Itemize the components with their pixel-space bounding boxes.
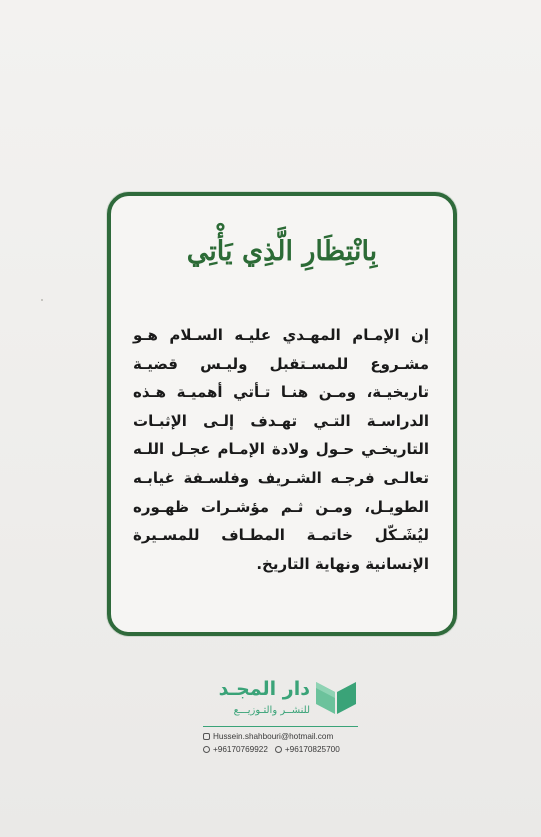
publisher-tagline: للنشــر والتـوزيـــع	[233, 705, 310, 716]
blurb-text	[133, 321, 429, 578]
blurb-line: الإنسانية ونهاية التاريخ.	[256, 554, 429, 573]
book-title: بِانْتِظَارِ الَّذِي يَأْتِي	[186, 236, 378, 267]
blurb-line: مشـروع للمسـتقبل وليـس قضيـة	[133, 354, 429, 373]
blurb-frame	[107, 192, 457, 636]
phone-icon	[203, 746, 210, 753]
publisher-name: دار المجـد	[218, 678, 310, 700]
blurb-line: ليُشَـكّل خاتمـة المطـاف للمسـيرة	[133, 526, 429, 545]
open-book-logo-icon	[314, 678, 358, 716]
phone-icon	[275, 746, 282, 753]
phone-2: +96170825700	[284, 745, 340, 754]
mail-icon	[203, 733, 210, 740]
phone-1: +96170769922	[213, 745, 268, 754]
blurb-line: إن الإمـام المهـدي عليـه السـلام هـو	[133, 326, 429, 344]
blurb-line: تاريخيـة، ومـن هنـا تـأتي أهميـة هـذه	[133, 383, 429, 402]
email-row	[203, 730, 363, 743]
blurb-line: الطويـل، ومـن ثـم مؤشـرات ظهـوره	[133, 497, 429, 516]
phone-row	[203, 743, 363, 756]
blurb-line: تعالـى فرجـه الشـريف وفلسـفة غيابـه	[133, 468, 429, 487]
blurb-line: التاريخـي حـول ولادة الإمـام عجـل اللـه	[133, 440, 429, 459]
blurb-line: الدراسـة التـي تهـدف إلـى الإثبـات	[133, 411, 429, 430]
publisher-divider	[203, 726, 358, 727]
email-text: Hussein.shahbouri@hotmail.com	[213, 732, 334, 741]
publisher-block	[203, 678, 358, 758]
paper-speck	[41, 299, 43, 301]
contact-info	[203, 730, 363, 756]
